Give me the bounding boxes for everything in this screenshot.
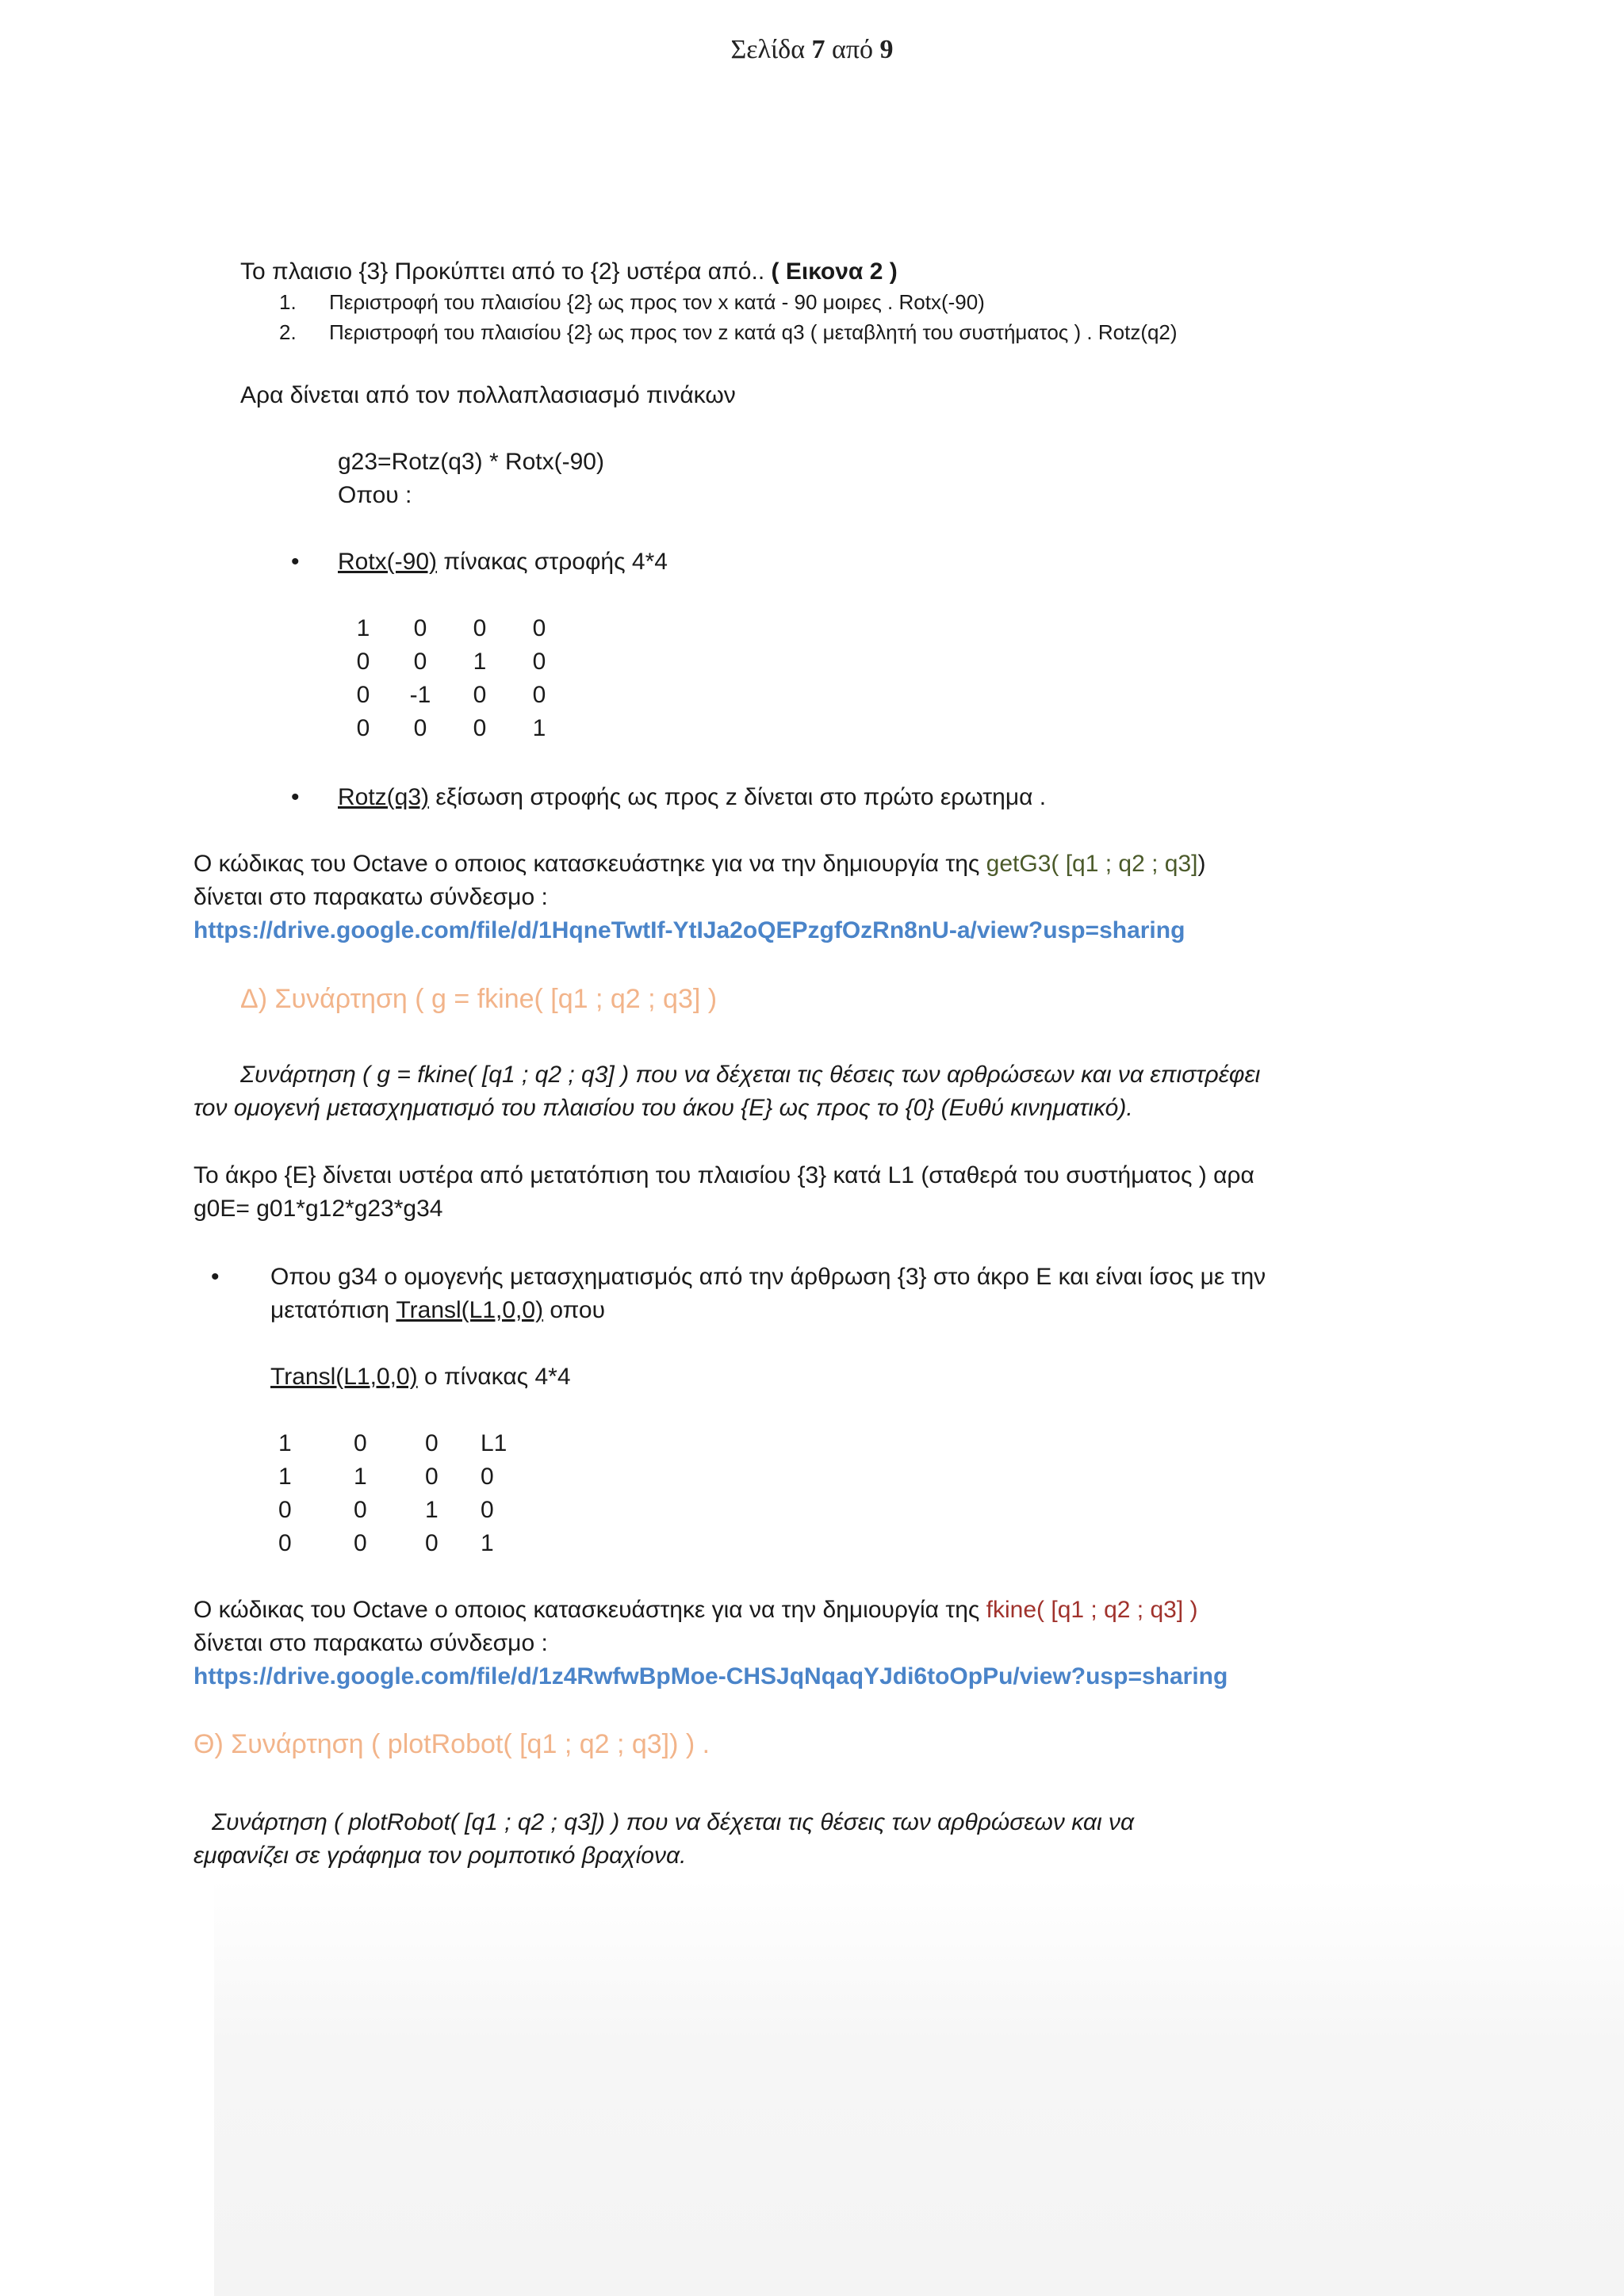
frame3-intro-text: Το πλαισιο {3} Προκύπτει από το {2} υστέρα από.. <box>240 258 772 285</box>
matrix-cell: 0 <box>532 649 546 675</box>
getg3-func: getG3( [q1 ; q2 ; q3] <box>986 851 1198 877</box>
matrix-cell: 0 <box>354 1430 367 1456</box>
matrix-cell: 0 <box>354 1497 367 1523</box>
where-label: Οπου : <box>338 482 412 508</box>
code-sentence-2 <box>193 1594 1197 1627</box>
matrix-cell: L1 <box>481 1430 508 1456</box>
matrix-cell: 1 <box>481 1530 494 1556</box>
matrix-cell: 1 <box>354 1464 367 1490</box>
matrix-cell: 1 <box>532 715 546 741</box>
matrix-cell: 1 <box>356 615 370 641</box>
matrix-cell: 0 <box>356 682 370 708</box>
step-1-text: Περιστροφή του πλαισίου {2} ως προς τον x κατά - 90 μοιρες . Rotx(-90) <box>329 290 985 314</box>
step-2-number: 2. <box>279 320 297 344</box>
link-intro-1: δίνεται στο παρακατω σύνδεσμο : <box>193 884 548 910</box>
code-close: ) <box>1197 851 1206 877</box>
g0e-formula: g0E= g01*g12*g23*g34 <box>193 1196 443 1222</box>
matrix-cell: 0 <box>278 1530 292 1556</box>
matrix-cell: 0 <box>413 715 427 741</box>
link-intro-2: δίνεται στο παρακατω σύνδεσμο : <box>193 1630 548 1656</box>
matrix-cell: 0 <box>481 1464 494 1490</box>
rotx-bullet <box>338 545 668 579</box>
matrix-cell: 0 <box>356 715 370 741</box>
rotz-term: Rotz(q3) <box>338 784 430 810</box>
matrix-cell: 1 <box>425 1497 439 1523</box>
page-shade <box>214 1879 1624 2296</box>
transl-term: Transl(L1,0,0) <box>396 1297 544 1323</box>
header-label: Σελίδα <box>730 35 806 64</box>
matrix-cell: 0 <box>532 615 546 641</box>
rotz-desc: εξίσωση στροφής ως προς z δίνεται στο πρώτο ερωτημα . <box>429 784 1047 810</box>
plotrobot-desc-1: Συνάρτηση ( plotRobot( [q1 ; q2 ; q3]) ) που να δέχεται τις θέσεις των αρθρώσεων και να <box>212 1809 1135 1835</box>
matrix-cell: 0 <box>473 715 487 741</box>
code-sentence-1 <box>193 848 1206 881</box>
rotz-bullet <box>338 781 1046 814</box>
g34-bullet-line-1: Οπου g34 ο ομογενής μετασχηματισμός από την άρθρωση {3} στο άκρο E και είναι ίσος με την <box>270 1264 1266 1290</box>
bullet-dot: • <box>211 1264 220 1290</box>
matrix-cell: 1 <box>278 1464 292 1490</box>
step-2-text: Περιστροφή του πλαισίου {2} ως προς τον z κατά q3 ( μεταβλητή του συστήματος ) . Rotz(q2) <box>329 320 1178 344</box>
plotrobot-desc-2: εμφανίζει σε γράφημα τον ρομποτικό βραχίονα. <box>193 1843 687 1869</box>
matrix-cell: 0 <box>532 682 546 708</box>
where-word: οπου <box>543 1297 606 1323</box>
bullet-dot: • <box>291 549 300 575</box>
fkine-desc-1: Συνάρτηση ( g = fkine( [q1 ; q2 ; q3] ) που να δέχεται τις θέσεις των αρθρώσεων και να επιστρέφει <box>240 1062 1261 1088</box>
transl-term: Transl(L1,0,0) <box>270 1364 418 1390</box>
header-total: 9 <box>879 35 894 64</box>
rotx-matrix <box>335 612 568 745</box>
page-header <box>0 35 1624 65</box>
header-sep: από <box>832 35 874 64</box>
matrix-cell: 1 <box>278 1430 292 1456</box>
matrix-cell: 0 <box>481 1497 494 1523</box>
g34-bullet-line-2 <box>270 1294 605 1327</box>
matrix-cell: 0 <box>356 649 370 675</box>
matrix-cell: 0 <box>354 1530 367 1556</box>
transl-matrix-label <box>270 1360 571 1394</box>
transl-desc: ο πίνακας 4*4 <box>417 1364 571 1390</box>
section-theta-heading: Θ) Συνάρτηση ( plotRobot( [q1 ; q2 ; q3]) ) . <box>193 1729 710 1759</box>
figure-ref: ( Εικονα 2 ) <box>771 258 898 285</box>
fkine-link[interactable]: https://drive.google.com/file/d/1z4RwfwBpMoe-CHSJqNqaqYJdi6toOpPu/view?usp=sharing <box>193 1663 1228 1689</box>
matrix-cell: 0 <box>473 682 487 708</box>
matrix-cell: 0 <box>413 615 427 641</box>
rotx-term: Rotx(-90) <box>338 549 438 575</box>
transl-matrix <box>270 1427 528 1560</box>
multiplication-text: Αρα δίνεται από τον πολλαπλασιασμό πινάκων <box>240 382 736 408</box>
matrix-cell: 0 <box>413 649 427 675</box>
section-d-heading: Δ) Συνάρτηση ( g = fkine( [q1 ; q2 ; q3] ) <box>240 984 718 1014</box>
code-text: Ο κώδικας του Octave ο οποιος κατασκευάστηκε για να την δημιουργία της <box>193 851 986 877</box>
tip-paragraph-1: Το άκρο {E} δίνεται υστέρα από μετατόπιση του πλαισίου {3} κατά L1 (σταθερά του συστήματος ) αρα <box>193 1162 1254 1188</box>
matrix-cell: 0 <box>473 615 487 641</box>
matrix-cell: 1 <box>473 649 487 675</box>
matrix-cell: 0 <box>278 1497 292 1523</box>
code-text: Ο κώδικας του Octave ο οποιος κατασκευάστηκε για να την δημιουργία της <box>193 1597 986 1623</box>
bullet-dot: • <box>291 784 300 810</box>
fkine-desc-2: τον ομογενή μετασχηματισμό του πλαισίου του άκου {E} ως προς το {0} (Ευθύ κινηματικό). <box>193 1095 1133 1121</box>
translation-word: μετατόπιση <box>270 1297 396 1323</box>
fkine-func: fkine( [q1 ; q2 ; q3] ) <box>986 1597 1198 1623</box>
frame3-intro <box>240 255 898 289</box>
step-1-number: 1. <box>279 290 297 314</box>
matrix-cell: 0 <box>425 1530 439 1556</box>
header-page: 7 <box>811 35 825 64</box>
matrix-cell: 0 <box>425 1464 439 1490</box>
g23-formula: g23=Rotz(q3) * Rotx(-90) <box>338 449 604 475</box>
getg3-link[interactable]: https://drive.google.com/file/d/1HqneTwtIf-YtIJa2oQEPzgfOzRn8nU-a/view?usp=sharing <box>193 917 1185 943</box>
matrix-cell: -1 <box>409 682 431 708</box>
matrix-cell: 0 <box>425 1430 439 1456</box>
rotx-desc: πίνακας στροφής 4*4 <box>437 549 668 575</box>
